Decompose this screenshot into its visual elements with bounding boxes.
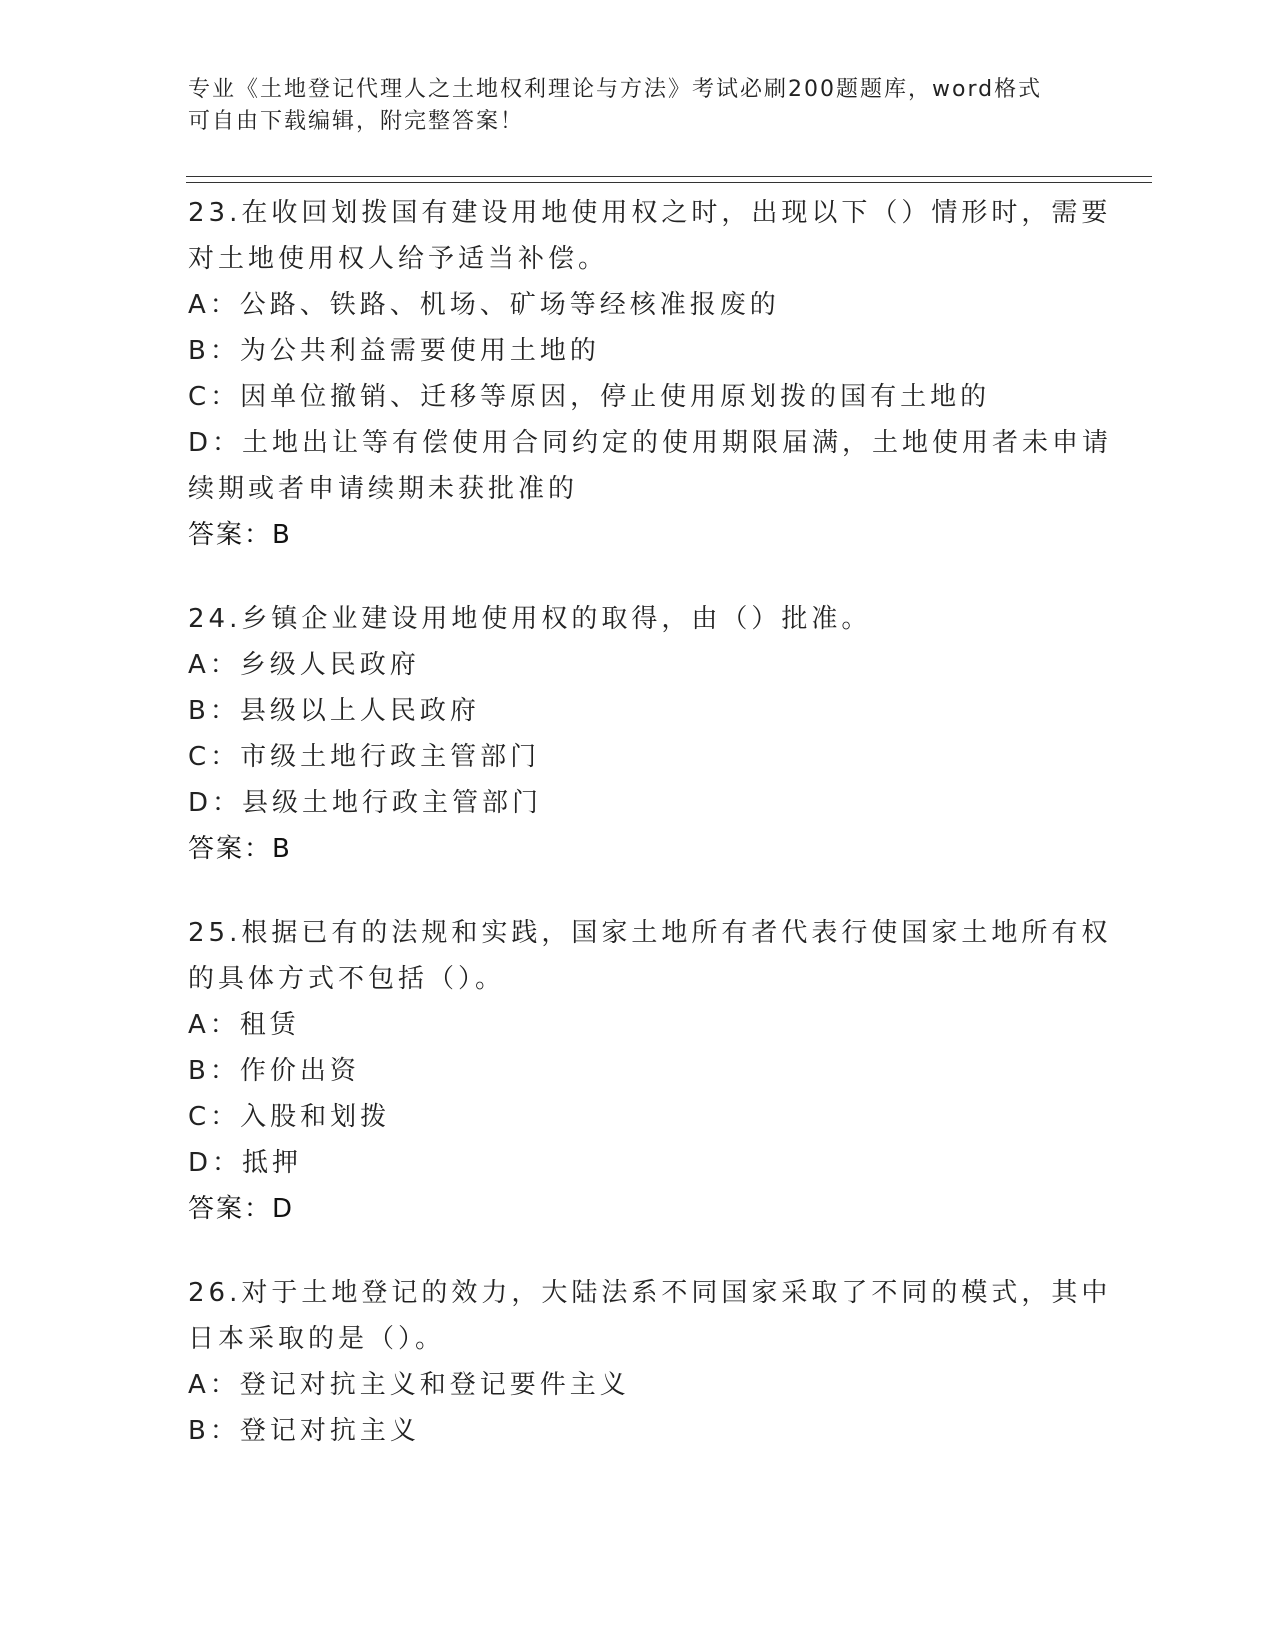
option-a: A：乡级人民政府: [188, 650, 420, 680]
option-a: A：公路、铁路、机场、矿场等经核准报废的: [188, 290, 780, 320]
question-text-line: 的具体方式不包括（）。: [188, 964, 506, 994]
option-c: C：因单位撤销、迁移等原因，停止使用原划拨的国有土地的: [188, 382, 991, 412]
header-title-line-2: 可自由下载编辑，附完整答案！: [188, 109, 525, 134]
option-b: B：登记对抗主义: [188, 1416, 420, 1446]
question-item: [188, 910, 1112, 1232]
question-text-line: 26.对于土地登记的效力，大陆法系不同国家采取了不同的模式，其中: [188, 1278, 1112, 1308]
answer-label: 答案：D: [188, 1194, 295, 1224]
question-text-line: 23.在收回划拨国有建设用地使用权之时，出现以下（）情形时，需要: [188, 198, 1112, 228]
document-header: [188, 74, 1088, 138]
answer-label: 答案：B: [188, 520, 292, 550]
header-divider-thick: [186, 176, 1152, 177]
option-c: C：入股和划拨: [188, 1102, 391, 1132]
question-item: [188, 1270, 1112, 1454]
option-d: D：县级土地行政主管部门: [188, 788, 543, 818]
option-b: B：县级以上人民政府: [188, 696, 480, 726]
answer-label: 答案：B: [188, 834, 292, 864]
header-divider-thin: [186, 182, 1152, 183]
option-a: A：租赁: [188, 1010, 300, 1040]
header-title-line-1: 专业《土地登记代理人之土地权利理论与方法》考试必刷200题题库，word格式: [188, 77, 1043, 102]
question-item: [188, 596, 1088, 872]
question-list: [188, 190, 1113, 1492]
option-d: D：土地出让等有偿使用合同约定的使用期限届满，土地使用者未申请: [188, 428, 1113, 458]
question-text-line: 对土地使用权人给予适当补偿。: [188, 244, 609, 274]
question-text-line: 25.根据已有的法规和实践，国家土地所有者代表行使国家土地所有权: [188, 918, 1112, 948]
option-d-continued: 续期或者申请续期未获批准的: [188, 474, 579, 504]
question-item: [188, 190, 1113, 558]
option-a: A：登记对抗主义和登记要件主义: [188, 1370, 630, 1400]
option-d: D：抵押: [188, 1148, 303, 1178]
option-c: C：市级土地行政主管部门: [188, 742, 541, 772]
question-text-line: 日本采取的是（）。: [188, 1324, 446, 1354]
option-b: B：为公共利益需要使用土地的: [188, 336, 600, 366]
option-b: B：作价出资: [188, 1056, 360, 1086]
question-text-line: 24.乡镇企业建设用地使用权的取得，由（）批准。: [188, 604, 872, 634]
